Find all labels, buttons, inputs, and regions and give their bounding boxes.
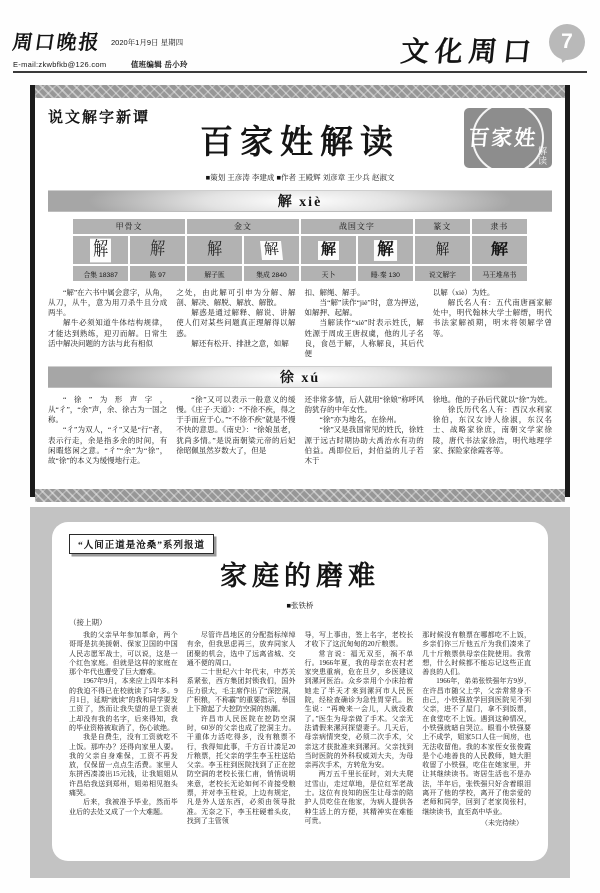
xu-column-4 bbox=[433, 395, 552, 487]
glyph-caption: 解子匜 bbox=[187, 266, 242, 281]
warring-states-glyph-2-icon: 解 bbox=[358, 236, 413, 264]
body-paragraph: 常言说：福无双至，祸不单行。1966年夏，我的母亲在农村老家突患重病，危在旦夕，乡医建议到漯河医治。众乡亲用个小床抬着她走了半天才来到漯河市人民医院，经检查确诊为急性胃穿孔。医生说：“再晚来一会儿，人就没救了。”医生为母亲做了手术。父亲无法请假来漯河探望妻子。几天后，母亲病情突变，必须二次手术，父亲这才获批准来到漯河。父亲找到当时医院的外科权威刘大夫，为母亲再次手术，方转危为安。 bbox=[304, 649, 414, 770]
badge-main-text: 百家姓 bbox=[467, 126, 539, 150]
story-series-kicker: “人间正道是沧桑”系列报道 bbox=[69, 534, 214, 554]
body-paragraph: 1967年9月，本来应上四年本科的我迫不得已在校就读了5年多。9月1日，延期“就读”的我和同学要发工资了，然而让我失望的是工资表上却没有我的名字，后来得知，我的毕业资格被取消了，伤心欲绝。 bbox=[69, 677, 178, 732]
script-table-header-row bbox=[73, 219, 527, 234]
glyph-caption: 天卜 bbox=[301, 266, 356, 281]
story-column-4 bbox=[422, 631, 531, 828]
body-paragraph: 二十世纪六十年代末，中苏关系紧张，西方集团封锁我们，国外压力很大，毛主席作出了“深挖洞，广积粮，不称霸”的重要指示，举国上下掀起了大挖防空洞的热潮。 bbox=[186, 668, 296, 714]
seal-glyph-icon: 解 bbox=[415, 236, 470, 264]
glyph-caption: 陈 97 bbox=[130, 266, 185, 281]
story-body-columns bbox=[69, 631, 531, 828]
ornamental-border-top bbox=[35, 85, 565, 98]
email-address: E-mail:zkwbfkb@126.com bbox=[13, 60, 107, 69]
feature-kicker: 说文解字新谭 bbox=[48, 109, 151, 126]
xie-column-4 bbox=[433, 288, 552, 362]
glyph-caption: 集成 2840 bbox=[244, 266, 299, 281]
body-paragraph: “徐”又是我国常见的姓氏，徐姓源于远古时期协助大禹治水有功的伯益。禹即位后，封伯益的儿子若木于 bbox=[304, 425, 424, 465]
masthead-contact-line bbox=[13, 59, 188, 70]
script-table-glyph-row bbox=[73, 236, 527, 264]
body-paragraph: 徐氏历代名人有：西汉水利家徐伯，东汉女诗人徐淑，东汉名士、战略家徐庶，南朝文学家徐陵，唐代书法家徐浩，明代地理学家、探险家徐霞客等。 bbox=[432, 405, 552, 455]
oracle-glyph-1-icon: 解 bbox=[73, 236, 128, 264]
feature-byline: ■策划 王彦涛 李建成 ■作者 王殿辉 刘彦章 王少兵 赵淑文 bbox=[205, 173, 395, 182]
body-paragraph: 许昌市人民医院在挖防空洞时，60岁的父亲也成了挖洞主力。干重体力活吃得多，没有粮票不行，我得知此事，千方百计凑足20斤粮票，托父亲的学生李玉柱送给父亲。李玉柱到医院找到了正在挖防空洞的老校长张仁甫，悄悄说明来意，老校长无论如何不肯接受粮票，并对李玉柱说，上边有规定，凡是外人送东西，必须由领导批准。无奈之下，李玉柱硬着头皮，找到了主管领 bbox=[186, 714, 296, 825]
body-paragraph: 当解读作“xiè”时表示姓氏，解姓源于周成王唐叔虞，他的儿子名良，食邑于解，人称解良，其后代便 bbox=[304, 318, 424, 358]
feature-title: 百家姓解读 bbox=[200, 125, 400, 161]
body-paragraph: 我的父亲早年参加革命，两个哥哥是抗美援朝、保家卫国的中国人民志愿军战士，可以说，这是一个红色家庭。但就是这样的家庭在那个年代也遭受了巨大磨难。 bbox=[69, 631, 178, 677]
body-paragraph: 以解（xiè）为姓。 bbox=[432, 288, 495, 297]
body-paragraph: 徐地。他的子孙后代就以“徐”为姓。 bbox=[432, 395, 552, 404]
body-paragraph: 之处，由此解可引申为分解、解剖、解决、解脱、解放、解散。 bbox=[176, 288, 296, 308]
page-number-pin bbox=[549, 24, 585, 70]
body-paragraph: 导，写上事由，签上名字，老校长才收下了这沉甸甸的20斤粮票。 bbox=[304, 631, 414, 649]
body-paragraph: 1966年，弟弟张铁强年方9岁，在许昌市随父上学，父亲常常身不由己，小铁强放学回到医院见不到父亲，进不了屋门，拿不到饭票，在食堂吃不上饭。遇到这种情况，小铁强就暗自哭泣。眼看小铁强要上不成学，姐家5口人住一间房，也无法收留他。我的本家侄女张俊霞是个心地善良的人民教师，她大胆收留了小铁强，吃住在她家里，并让其继续读书。寄居生活也不是办法，半年后，张铁强只好含着眼泪离开了他的学校，离开了他亲爱的老师和同学，回到了老家岗张村，继续读书，直至高中毕业。 bbox=[422, 677, 531, 816]
masthead-divider bbox=[13, 71, 587, 73]
body-paragraph: 后来，我被准予毕业，然而毕业后的去处又成了一个大难题。 bbox=[69, 798, 178, 816]
oracle-glyph-2-icon: 解 bbox=[130, 236, 185, 264]
script-type-bronze: 金文 bbox=[187, 219, 299, 234]
body-paragraph: “徐”为形声字，从“彳”，“余”声，余、徐古为一国之称。 bbox=[48, 395, 168, 425]
ancient-script-table bbox=[73, 219, 527, 281]
bronze-glyph-1-icon: 解 bbox=[187, 236, 242, 264]
page-number: 7 bbox=[549, 24, 585, 60]
story-column-2 bbox=[187, 631, 296, 828]
section-title: 文化周口 bbox=[399, 37, 539, 68]
body-paragraph: 那时候没有粮票在哪都吃不上饭，乡亲们你三斤他五斤为我们凑来了几十斤粮票供母亲住院使用。我常想，什么时候都不能忘记这些正直善良的人们。 bbox=[422, 631, 531, 677]
glyph-caption: 睡·秦 130 bbox=[358, 266, 413, 281]
glyph-caption: 说文解字 bbox=[415, 266, 470, 281]
newspaper-logo: 周口晚报 bbox=[11, 32, 103, 54]
masthead bbox=[13, 24, 587, 68]
badge-sub-text: 解读 bbox=[537, 146, 547, 166]
section-heading-xu: 徐 xú bbox=[48, 366, 552, 388]
xie-column-1 bbox=[48, 288, 167, 362]
body-paragraph: 还非常多情，后人就用“徐娘”称呼风韵犹存的中年女性。 bbox=[304, 395, 424, 415]
glyph-caption: 马王堆帛书 bbox=[472, 266, 527, 281]
body-paragraph: 当“解”读作“jiè”时，意为押送，如解押、起解。 bbox=[304, 298, 424, 318]
script-table-caption-row bbox=[73, 266, 527, 281]
xu-column-3 bbox=[305, 395, 424, 487]
script-type-oracle: 甲骨文 bbox=[73, 219, 185, 234]
xu-body-columns bbox=[48, 395, 552, 487]
script-type-seal: 篆文 bbox=[415, 219, 470, 234]
baijiaxing-badge bbox=[464, 108, 552, 168]
feature-inner bbox=[35, 98, 565, 489]
body-paragraph: 我是自费生，没有工资就吃不上饭。那咋办？还得向家里人要。我的父亲自身难保，工资不再发放，仅保留一点点生活费。家里人东拼西凑凑出15元钱，让我姐姐从许昌给我送到郑州，姐弟相见抱头痛哭。 bbox=[69, 733, 178, 798]
xie-body-columns bbox=[48, 288, 552, 362]
body-paragraph: “解”在六书中属会意字，从角，从刀，从牛，意为用刀杀牛且分成两半。 bbox=[48, 288, 168, 318]
body-paragraph: 两万五千里长征时，刘大夫爬过雪山，走过草地，是位红军老战士。这位有良知的医生让母亲的陪护人员吃住在他家，为病人提供各种生活上的方便，其精神实在难能可贵。 bbox=[304, 770, 414, 825]
story-continuation-note: （接上期） bbox=[69, 618, 107, 627]
ornamental-border-bottom bbox=[35, 489, 565, 502]
xie-column-2 bbox=[176, 288, 295, 362]
xu-column-2 bbox=[176, 395, 295, 487]
to-be-continued-note: （未完待续） bbox=[481, 818, 523, 827]
xu-column-1 bbox=[48, 395, 167, 487]
feature-article bbox=[30, 85, 570, 497]
issue-date: 2020年1月9日 星期四 bbox=[111, 38, 184, 47]
body-paragraph: 解氏名人有：五代南唐画家解处中，明代翰林大学士解缙，明代书法家解祯期，明末将领解学曾等。 bbox=[432, 298, 552, 338]
duty-editor: 值班编辑 岳小玲 bbox=[130, 60, 188, 69]
body-paragraph: 尽管许昌地区的分配指标绰绰有余，但我思虑再三，放弃同家人团聚的机会，选中了远离省城、交通不便的周口。 bbox=[186, 631, 296, 667]
script-type-clerical: 隶书 bbox=[472, 219, 527, 234]
clerical-glyph-icon: 解 bbox=[472, 236, 527, 264]
body-paragraph: “徐”又可以表示一般意义的缓慢。《庄子·天道》：“不徐不疾，得之于手而应于心。”“不徐不疾”就是不慢不快的意思。《南史》：“徐娘虽老，犹尚多情。”是说南朝梁元帝的后妃徐昭佩虽然岁数大了，但是 bbox=[176, 395, 296, 455]
story-byline: ■张铁桥 bbox=[286, 601, 314, 610]
masthead-left bbox=[13, 26, 188, 70]
story-column-3 bbox=[305, 631, 414, 828]
body-paragraph: 解牛必须知道牛体结构规律，才能达到熟练，迎刃而解。日常生活中解决问题的方法与此有相似 bbox=[48, 318, 168, 348]
script-type-warring-states: 战国文字 bbox=[301, 219, 413, 234]
story-column-1 bbox=[69, 631, 178, 828]
xie-column-3 bbox=[305, 288, 424, 362]
warring-states-glyph-1-icon: 解 bbox=[301, 236, 356, 264]
glyph-caption: 合集 18387 bbox=[73, 266, 128, 281]
body-paragraph: 解惑是通过解释、解说、讲解使人们对某些问题真正理解得以解惑。 bbox=[176, 308, 296, 338]
story-block bbox=[30, 507, 570, 878]
story-title: 家庭的磨难 bbox=[220, 561, 380, 591]
bronze-glyph-2-icon: 解 bbox=[244, 236, 299, 264]
body-paragraph: 解还有松开、排泄之意，如解 bbox=[191, 338, 289, 348]
story-panel bbox=[52, 522, 548, 861]
feature-header bbox=[48, 102, 552, 186]
body-paragraph: “徐”亦为地名，在徐州。 bbox=[319, 415, 402, 425]
body-paragraph: 扣、解绳、解手。 bbox=[304, 288, 365, 297]
body-paragraph: “彳”为双人，“彳”又是“行”者，表示行走，余是指多余的时间，有闲暇悠闲之意。“彳”“余”为“徐”，故“徐”的本义为缓慢地行走。 bbox=[48, 425, 168, 465]
section-heading-xie: 解 xiè bbox=[48, 190, 552, 212]
masthead-right bbox=[401, 24, 585, 70]
